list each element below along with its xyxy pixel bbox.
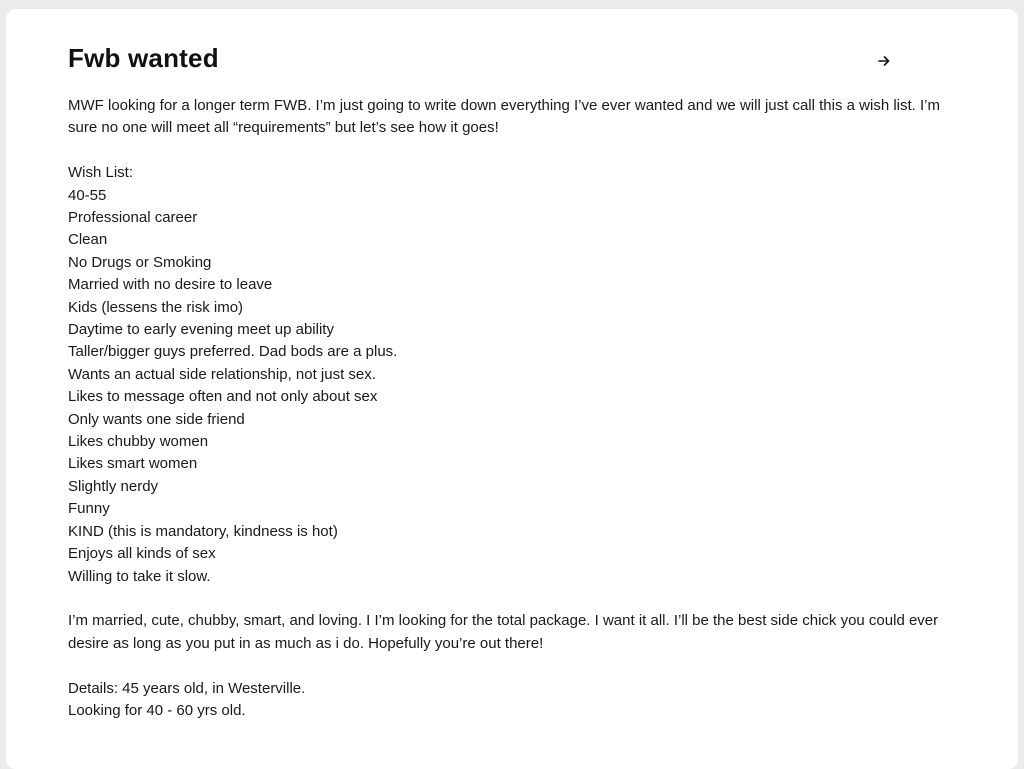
wishlist-item: Kids (lessens the risk imo) [68, 298, 244, 316]
post-body [68, 95, 968, 722]
wishlist-item: Daytime to early evening meet up ability [68, 321, 334, 339]
details-age-location: Details: 45 years old, in Westerville. [68, 679, 306, 697]
wishlist-item: No Drugs or Smoking [68, 253, 212, 271]
wishlist [68, 185, 968, 588]
paragraph-gap [68, 588, 968, 610]
post-intro: MWF looking for a longer term FWB. I’m just going to write down everything I’ve ever wanted and we will just call this a wish list. I’m sure no one will meet all “requirements” but let’s see how it goes! [68, 97, 940, 137]
wishlist-item: Funny [68, 500, 110, 518]
wishlist-item: Professional career [68, 209, 198, 227]
wishlist-item: Willing to take it slow. [68, 567, 211, 585]
wishlist-item: Likes smart women [68, 455, 198, 473]
wishlist-heading: Wish List: [68, 164, 134, 182]
wishlist-item: 40-55 [68, 186, 107, 204]
post-card [6, 9, 1018, 769]
wishlist-item: KIND (this is mandatory, kindness is hot) [68, 522, 338, 540]
wishlist-item: Only wants one side friend [68, 410, 245, 428]
wishlist-item: Slightly nerdy [68, 477, 159, 495]
wishlist-item: Likes to message often and not only about sex [68, 388, 378, 406]
wishlist-item: Likes chubby women [68, 433, 209, 451]
wishlist-item: Married with no desire to leave [68, 276, 273, 294]
arrow-right-icon[interactable] [877, 54, 891, 68]
paragraph-gap [68, 140, 968, 162]
wishlist-item: Enjoys all kinds of sex [68, 545, 216, 563]
post-title: Fwb wanted [68, 43, 219, 73]
wishlist-item: Wants an actual side relationship, not just sex. [68, 365, 376, 383]
wishlist-item: Taller/bigger guys preferred. Dad bods are a plus. [68, 343, 398, 361]
wishlist-item: Clean [68, 231, 108, 249]
details-looking-for: Looking for 40 - 60 yrs old. [68, 701, 246, 719]
paragraph-gap [68, 655, 968, 677]
post-about: I’m married, cute, chubby, smart, and loving. I I’m looking for the total package. I want it all. I’ll be the best side chick you could ever desire as long as you put in as much as i do. Hopefully you’re out there! [68, 612, 939, 652]
